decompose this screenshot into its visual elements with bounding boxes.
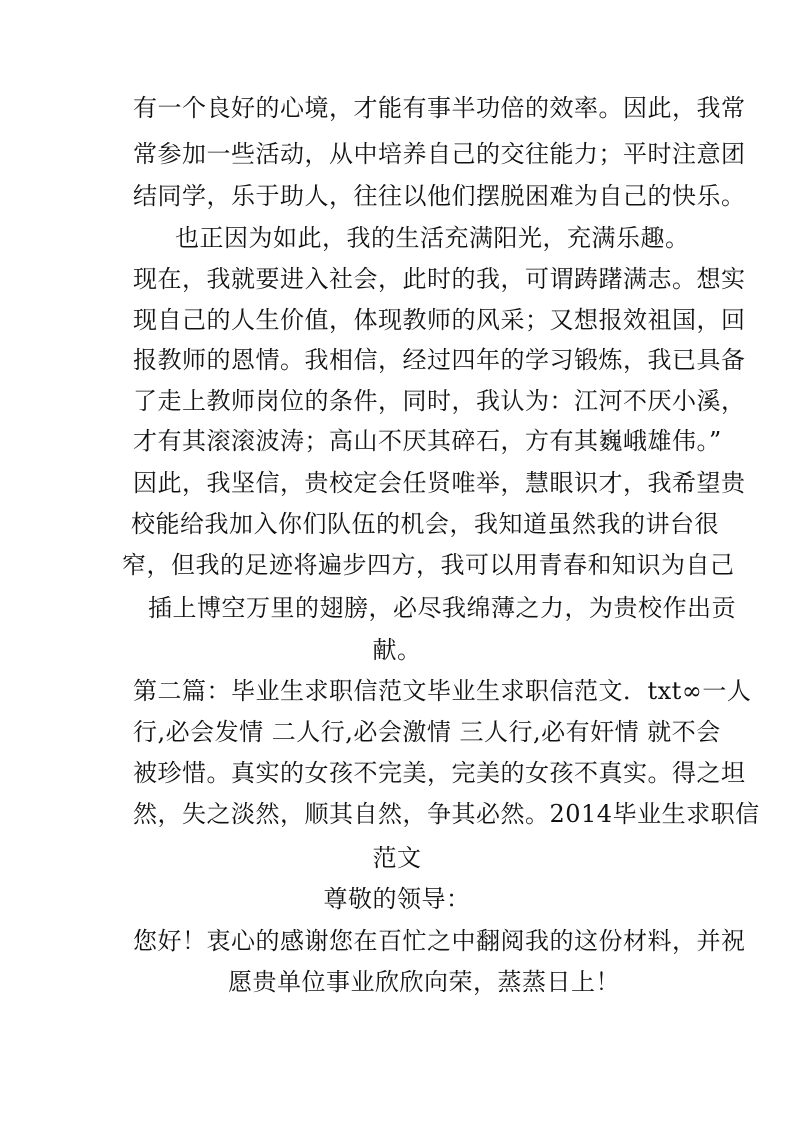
- text-line: 您好！衷心的感谢您在百忙之中翻阅我的这份材料，并祝: [133, 927, 746, 955]
- text-line: 范文: [372, 844, 422, 872]
- text-line: 第二篇：毕业生求职信范文毕业生求职信范文．txt∞一人: [133, 677, 752, 705]
- text-line: 才有其滚滚波涛；高山不厌其碎石，方有其巍峨雄伟。”: [133, 427, 722, 455]
- text-line: 被珍惜。真实的女孩不完美，完美的女孩不真实。得之坦: [133, 759, 746, 787]
- text-line: 行,必会发情 二人行,必会激情 三人行,必有奸情 就不会: [133, 718, 721, 746]
- text-line: 尊敬的领导：: [323, 885, 471, 913]
- text-line: 了走上教师岗位的条件，同时，我认为：江河不厌小溪，: [133, 387, 746, 415]
- text-line: 常参加一些活动，从中培养自己的交往能力；平时注意团: [133, 140, 746, 168]
- text-line: 现自己的人生价值，体现教师的风采；又想报效祖国，回: [133, 306, 746, 334]
- text-line: 因此，我坚信，贵校定会任贤唯举，慧眼识才，我希望贵: [133, 469, 746, 497]
- text-line: 然，失之淡然，顺其自然，争其必然。2014毕业生求职信: [133, 800, 760, 828]
- text-line: 报教师的恩情。我相信，经过四年的学习锻炼，我已具备: [133, 346, 746, 374]
- text-line: 插上博空万里的翅膀，必尽我绵薄之力，为贵校作出贡: [148, 594, 736, 622]
- text-line: 校能给我加入你们队伍的机会，我知道虽然我的讲台很: [131, 510, 719, 538]
- text-line: 献。: [372, 636, 422, 664]
- text-line: 愿贵单位事业欣欣向荣，蒸蒸日上！: [228, 968, 620, 996]
- text-line: 现在，我就要进入社会，此时的我，可谓踌躇满志。想实: [133, 265, 746, 293]
- text-line: 窄，但我的足迹将遍步四方，我可以用青春和知识为自己: [122, 551, 735, 579]
- text-line: 也正因为如此，我的生活充满阳光，充满乐趣。: [175, 224, 690, 252]
- text-line: 有一个良好的心境，才能有事半功倍的效率。因此，我常: [133, 94, 746, 122]
- text-line: 结同学，乐于助人，往往以他们摆脱困难为自己的快乐。: [133, 182, 746, 210]
